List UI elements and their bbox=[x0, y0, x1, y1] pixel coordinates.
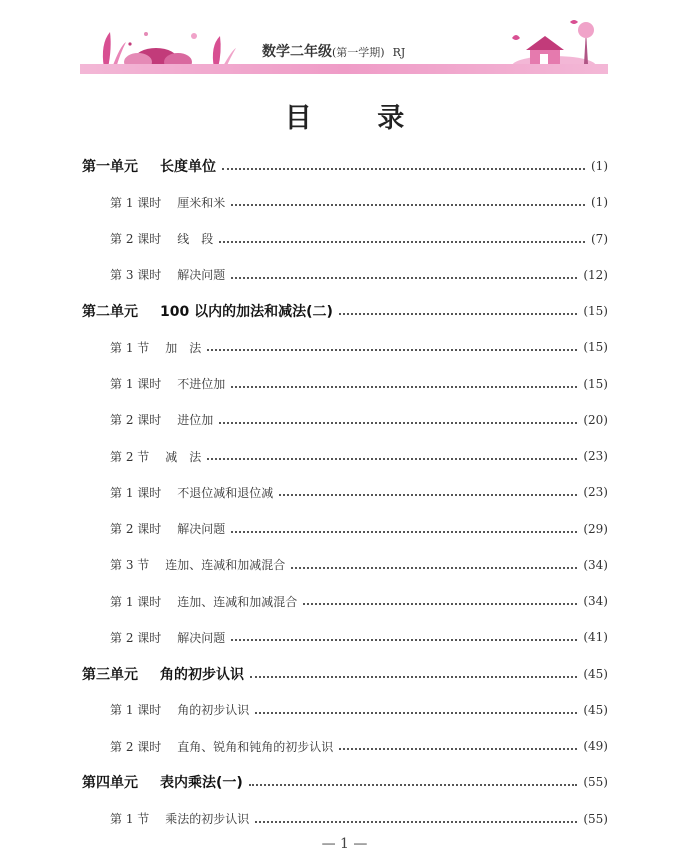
toc-page: (7) bbox=[591, 231, 608, 246]
header-semester: (第一学期) bbox=[332, 46, 385, 59]
toc-unit-row[interactable] bbox=[82, 293, 608, 329]
toc-label: 第 2 课时 bbox=[110, 413, 162, 428]
toc-label: 第 2 课时 bbox=[110, 739, 162, 754]
toc-lesson-row[interactable] bbox=[82, 511, 608, 547]
leader-dots bbox=[231, 386, 577, 388]
toc-lesson-row[interactable] bbox=[82, 619, 608, 655]
toc-title: 减 法 bbox=[165, 449, 202, 464]
toc-title: 不进位加 bbox=[177, 377, 226, 392]
leader-dots bbox=[339, 313, 577, 315]
leader-dots bbox=[219, 241, 585, 243]
leader-dots bbox=[279, 494, 577, 496]
leader-dots bbox=[249, 784, 578, 786]
leader-dots bbox=[255, 712, 577, 714]
toc-title: 解决问题 bbox=[177, 522, 226, 537]
toc-page: (15) bbox=[583, 340, 608, 355]
toc-page: (1) bbox=[591, 159, 608, 174]
toc-lesson-row[interactable] bbox=[82, 184, 608, 220]
toc-unit-row[interactable] bbox=[82, 764, 608, 800]
toc-label: 第二单元 bbox=[82, 304, 138, 321]
toc-lesson-row[interactable] bbox=[82, 547, 608, 583]
header-subject: 数学二年级 bbox=[262, 44, 332, 60]
toc-page: (55) bbox=[583, 775, 608, 790]
leader-dots bbox=[231, 204, 585, 206]
toc-title: 解决问题 bbox=[177, 630, 226, 645]
toc-title: 解决问题 bbox=[177, 268, 226, 283]
header-band bbox=[80, 64, 608, 74]
toc-page: (29) bbox=[583, 521, 608, 536]
leader-dots bbox=[255, 821, 577, 823]
leader-dots bbox=[231, 277, 577, 279]
header-title bbox=[262, 41, 405, 61]
toc-page: (55) bbox=[583, 811, 608, 826]
toc-label: 第 1 节 bbox=[110, 340, 150, 355]
toc-lesson-row[interactable] bbox=[82, 692, 608, 728]
toc-label: 第 3 课时 bbox=[110, 268, 162, 283]
toc-label: 第 1 课时 bbox=[110, 594, 162, 609]
leader-dots bbox=[222, 168, 585, 170]
page-header bbox=[80, 14, 608, 76]
toc-label: 第四单元 bbox=[82, 775, 138, 792]
toc-title: 角的初步认识 bbox=[177, 703, 250, 718]
toc-unit-row[interactable] bbox=[82, 656, 608, 692]
toc-lesson-row[interactable] bbox=[82, 402, 608, 438]
toc-title: 加 法 bbox=[165, 340, 202, 355]
toc-lesson-row[interactable] bbox=[82, 257, 608, 293]
toc-title: 进位加 bbox=[177, 413, 214, 428]
toc-label: 第 2 课时 bbox=[110, 232, 162, 247]
toc-page: (20) bbox=[583, 412, 608, 427]
toc-title: 100 以内的加法和减法(二) bbox=[160, 304, 333, 321]
toc-title: 不退位减和退位减 bbox=[177, 485, 274, 500]
toc-lesson-row[interactable] bbox=[82, 438, 608, 474]
toc-title: 长度单位 bbox=[160, 159, 216, 176]
toc-page: (34) bbox=[583, 557, 608, 572]
toc-page: (45) bbox=[583, 666, 608, 681]
toc-title: 连加、连减和加减混合 bbox=[177, 594, 298, 609]
toc-page: (34) bbox=[583, 594, 608, 609]
toc-title: 乘法的初步认识 bbox=[165, 812, 250, 827]
toc-label: 第 2 课时 bbox=[110, 522, 162, 537]
page-title: 目 录 bbox=[284, 103, 433, 134]
toc-page: (12) bbox=[583, 267, 608, 282]
toc-label: 第 1 课时 bbox=[110, 377, 162, 392]
toc-lesson-row[interactable] bbox=[82, 329, 608, 365]
toc-lesson-row[interactable] bbox=[82, 474, 608, 510]
toc-lesson-row[interactable] bbox=[82, 801, 608, 837]
leader-dots bbox=[231, 531, 577, 533]
toc-label: 第 1 节 bbox=[110, 812, 150, 827]
leader-dots bbox=[291, 567, 577, 569]
toc-page: (23) bbox=[583, 449, 608, 464]
toc-title: 厘米和米 bbox=[177, 195, 226, 210]
toc-lesson-row[interactable] bbox=[82, 366, 608, 402]
toc-page: (15) bbox=[583, 376, 608, 391]
leader-dots bbox=[207, 458, 577, 460]
toc-label: 第三单元 bbox=[82, 666, 138, 683]
toc-lesson-row[interactable] bbox=[82, 221, 608, 257]
toc-title: 直角、锐角和钝角的初步认识 bbox=[177, 739, 334, 754]
leader-dots bbox=[219, 422, 577, 424]
toc-page: (1) bbox=[591, 195, 608, 210]
toc-label: 第 3 节 bbox=[110, 558, 150, 573]
toc-label: 第 1 课时 bbox=[110, 703, 162, 718]
toc-label: 第一单元 bbox=[82, 159, 138, 176]
leader-dots bbox=[339, 748, 577, 750]
toc-page: (15) bbox=[583, 304, 608, 319]
leader-dots bbox=[231, 639, 577, 641]
toc-label: 第 1 课时 bbox=[110, 485, 162, 500]
toc-title: 表内乘法(一) bbox=[160, 775, 243, 792]
toc-title: 连加、连减和加减混合 bbox=[165, 558, 286, 573]
toc-label: 第 2 节 bbox=[110, 449, 150, 464]
toc-lesson-row[interactable] bbox=[82, 728, 608, 764]
toc-page: (23) bbox=[583, 485, 608, 500]
page-number: — 1 — bbox=[321, 836, 368, 852]
leader-dots bbox=[207, 349, 577, 351]
leader-dots bbox=[250, 676, 577, 678]
toc-title: 线 段 bbox=[177, 232, 214, 247]
toc-label: 第 2 课时 bbox=[110, 630, 162, 645]
header-edition: RJ bbox=[392, 46, 406, 59]
table-of-contents bbox=[82, 148, 608, 837]
toc-unit-row[interactable] bbox=[82, 148, 608, 184]
toc-title: 角的初步认识 bbox=[160, 666, 244, 683]
toc-page: (41) bbox=[583, 630, 608, 645]
toc-label: 第 1 课时 bbox=[110, 195, 162, 210]
toc-page: (49) bbox=[583, 739, 608, 754]
leader-dots bbox=[303, 603, 577, 605]
toc-page: (45) bbox=[583, 702, 608, 717]
toc-lesson-row[interactable] bbox=[82, 583, 608, 619]
